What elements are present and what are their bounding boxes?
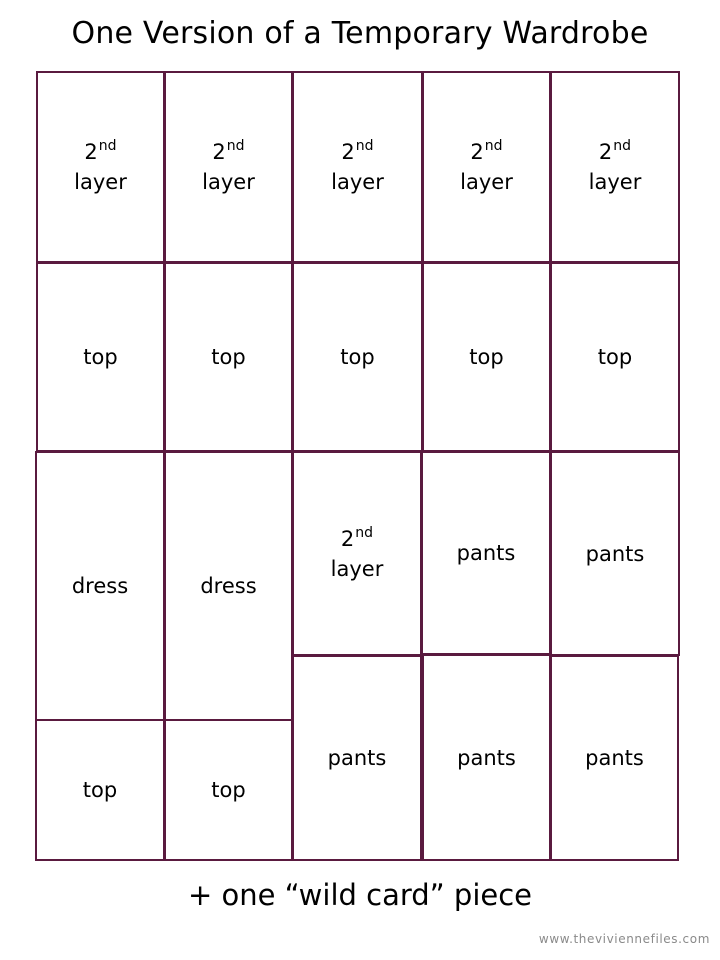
site-credit: www.theviviennefiles.com xyxy=(538,932,710,946)
piece-cell-pants xyxy=(550,451,680,656)
page-title: One Version of a Temporary Wardrobe xyxy=(71,16,649,51)
piece-label: top xyxy=(340,345,375,369)
piece-cell-pants xyxy=(292,655,422,861)
piece-cell-pants xyxy=(422,654,551,861)
piece-label-number: 2 xyxy=(84,140,98,164)
piece-cell-pants xyxy=(421,451,551,655)
piece-label: dress xyxy=(71,574,129,598)
wild-card-note: + one “wild card” piece xyxy=(187,878,533,912)
piece-label-number: 2 xyxy=(341,140,355,164)
piece-cell-top xyxy=(550,262,680,452)
piece-label: pants xyxy=(585,746,644,770)
piece-label xyxy=(460,137,513,197)
piece-cell-layer xyxy=(292,451,422,656)
piece-label xyxy=(202,137,255,197)
piece-label-ordinal: nd xyxy=(613,138,632,154)
piece-label: pants xyxy=(456,541,516,565)
piece-label-word: layer xyxy=(331,170,384,194)
piece-label: top xyxy=(597,345,633,369)
piece-cell-pants xyxy=(550,655,679,861)
piece-cell-top xyxy=(422,262,551,452)
piece-label: pants xyxy=(585,541,645,566)
piece-label-word: layer xyxy=(460,170,513,194)
piece-label xyxy=(74,137,127,197)
piece-cell-top xyxy=(164,719,293,861)
piece-label-word: layer xyxy=(588,170,642,194)
piece-cell-dress xyxy=(35,451,165,721)
piece-label: top xyxy=(82,778,118,802)
piece-label-word: layer xyxy=(330,556,384,581)
piece-cell-layer xyxy=(422,71,551,263)
piece-label: top xyxy=(469,345,504,369)
piece-cell-top xyxy=(164,262,293,452)
piece-label-ordinal: nd xyxy=(226,138,245,154)
piece-label-ordinal: nd xyxy=(484,138,503,154)
piece-label-ordinal: nd xyxy=(355,138,374,154)
piece-label: top xyxy=(83,345,118,369)
piece-label xyxy=(331,524,384,584)
piece-label: dress xyxy=(200,574,257,598)
piece-label: top xyxy=(211,778,246,802)
piece-label xyxy=(589,137,642,197)
piece-label-ordinal: nd xyxy=(355,524,374,541)
piece-label: top xyxy=(211,345,246,369)
piece-cell-top xyxy=(35,719,165,861)
piece-label-number: 2 xyxy=(340,526,355,551)
piece-label-word: layer xyxy=(202,170,255,194)
piece-cell-layer xyxy=(550,71,680,263)
piece-label xyxy=(331,137,384,197)
piece-label-word: layer xyxy=(74,170,127,194)
piece-label-number: 2 xyxy=(470,140,484,164)
piece-label-number: 2 xyxy=(212,140,226,164)
piece-label-number: 2 xyxy=(598,140,613,164)
piece-label: pants xyxy=(457,745,516,770)
piece-cell-dress xyxy=(164,451,293,721)
piece-cell-layer xyxy=(292,71,423,263)
piece-cell-top xyxy=(292,262,423,452)
piece-label-ordinal: nd xyxy=(98,138,117,154)
piece-label: pants xyxy=(327,746,387,770)
piece-cell-layer xyxy=(36,71,165,263)
piece-cell-top xyxy=(36,262,165,452)
piece-cell-layer xyxy=(164,71,293,263)
